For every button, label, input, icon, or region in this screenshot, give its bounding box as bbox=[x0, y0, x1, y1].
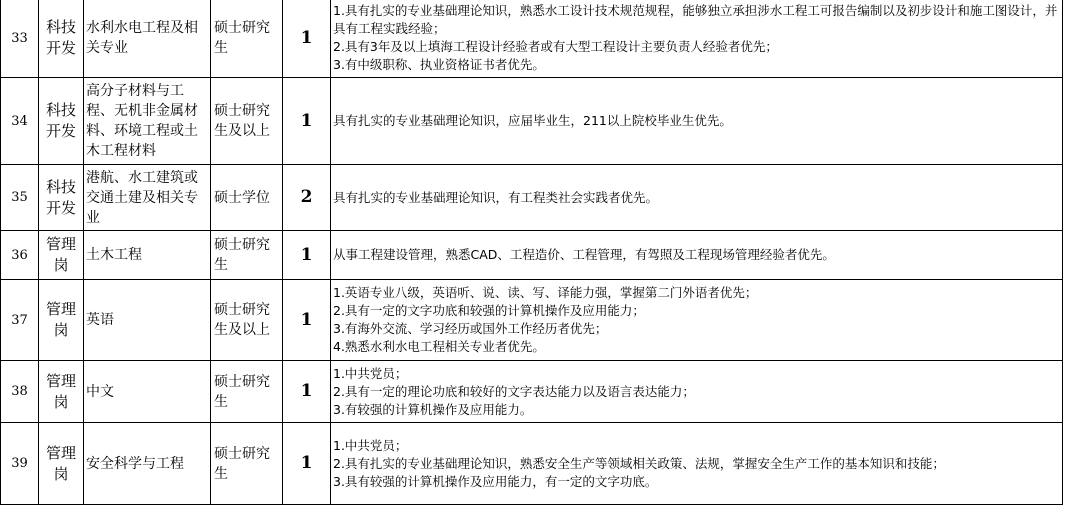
row-number: 34 bbox=[1, 78, 39, 165]
major-cell: 英语 bbox=[84, 280, 211, 361]
major-cell: 水利水电工程及相关专业 bbox=[84, 0, 211, 78]
requirement-line: 3.有中级职称、执业资格证书者优先。 bbox=[333, 57, 545, 72]
degree-cell: 硕士研究生 bbox=[211, 361, 283, 423]
department-line: 开发 bbox=[45, 198, 76, 217]
requirements-cell bbox=[331, 0, 1063, 78]
degree-cell: 硕士研究生及以上 bbox=[211, 78, 283, 165]
requirement-line: 3.有海外交流、学习经历或国外工作经历者优先； bbox=[333, 321, 608, 336]
requirement-line: 1.中共党员； bbox=[333, 437, 408, 453]
degree-cell: 硕士研究生 bbox=[211, 423, 283, 505]
department-cell bbox=[39, 0, 84, 78]
requirements-cell bbox=[331, 280, 1063, 361]
requirement-line: 从事工程建设管理，熟悉CAD、工程造价、工程管理，有驾照及工程现场管理经验者优先。 bbox=[333, 247, 835, 262]
row-number: 37 bbox=[1, 280, 39, 361]
requirement-line: 2.具有3年及以上填海工程设计经验者或有大型工程设计主要负责人经验者优先； bbox=[333, 39, 778, 54]
department-cell bbox=[39, 165, 84, 231]
degree-cell: 硕士研究生 bbox=[211, 0, 283, 78]
row-number: 36 bbox=[1, 231, 39, 280]
major-cell: 中文 bbox=[84, 361, 211, 423]
headcount-cell: 1 bbox=[283, 280, 331, 361]
requirement-line: 3.有较强的计算机操作及应用能力。 bbox=[333, 401, 533, 417]
department-line: 管理 bbox=[45, 235, 76, 253]
requirement-line: 具有扎实的专业基础理论知识，有工程类社会实践者优先。 bbox=[333, 189, 659, 205]
table-row bbox=[1, 231, 1063, 280]
requirement-line: 3.具有较强的计算机操作及应用能力，有一定的文字功底。 bbox=[333, 473, 658, 489]
requirement-line: 2.具有一定的文字功底和较强的计算机操作及应用能力； bbox=[333, 303, 645, 318]
department-line: 岗 bbox=[53, 321, 69, 339]
major-cell: 港航、水工建筑或交通土建及相关专业 bbox=[84, 165, 211, 231]
degree-cell: 硕士学位 bbox=[211, 165, 283, 231]
row-number: 39 bbox=[1, 423, 39, 505]
department-line: 管理 bbox=[45, 443, 76, 462]
headcount-cell: 2 bbox=[283, 165, 331, 231]
department-line: 岗 bbox=[53, 464, 69, 483]
table-row bbox=[1, 78, 1063, 165]
requirements-cell bbox=[331, 423, 1063, 505]
department-line: 岗 bbox=[53, 392, 69, 411]
table-row bbox=[1, 280, 1063, 361]
department-line: 科技 bbox=[45, 177, 76, 196]
headcount-cell: 1 bbox=[283, 0, 331, 78]
department-line: 管理 bbox=[45, 371, 76, 390]
table-row bbox=[1, 0, 1063, 78]
department-line: 岗 bbox=[53, 256, 69, 274]
requirements-cell bbox=[331, 165, 1063, 231]
department-cell bbox=[39, 280, 84, 361]
department-cell bbox=[39, 361, 84, 423]
requirement-line: 4.熟悉水利水电工程相关专业者优先。 bbox=[333, 339, 545, 354]
degree-cell: 硕士研究生及以上 bbox=[211, 280, 283, 361]
department-line: 管理 bbox=[45, 300, 76, 318]
headcount-cell: 1 bbox=[283, 78, 331, 165]
requirements-cell bbox=[331, 78, 1063, 165]
requirement-line: 1.中共党员； bbox=[333, 365, 408, 381]
major-cell: 安全科学与工程 bbox=[84, 423, 211, 505]
requirements-cell bbox=[331, 231, 1063, 280]
department-cell bbox=[39, 231, 84, 280]
row-number: 35 bbox=[1, 165, 39, 231]
requirement-line: 1.具有扎实的专业基础理论知识，熟悉水工设计技术规范规程，能够独立承担涉水工程工可报告编制以及初步设计和施工图设计，并具有工程实践经验； bbox=[333, 3, 1058, 36]
requirement-line: 2.具有扎实的专业基础理论知识，熟悉安全生产等领域相关政策、法规，掌握安全生产工作的基本知识和技能； bbox=[333, 455, 945, 471]
table-row bbox=[1, 165, 1063, 231]
department-cell bbox=[39, 78, 84, 165]
requirement-line: 1.英语专业八级，英语听、说、读、写、译能力强，掌握第二门外语者优先； bbox=[333, 285, 758, 300]
department-line: 科技 bbox=[45, 18, 76, 36]
department-line: 科技 bbox=[45, 101, 76, 119]
department-cell bbox=[39, 423, 84, 505]
headcount-cell: 1 bbox=[283, 231, 331, 280]
table-row bbox=[1, 423, 1063, 505]
department-line: 开发 bbox=[45, 122, 76, 140]
department-line: 开发 bbox=[45, 39, 76, 57]
degree-cell: 硕士研究生 bbox=[211, 231, 283, 280]
headcount-cell: 1 bbox=[283, 361, 331, 423]
major-cell: 土木工程 bbox=[84, 231, 211, 280]
major-cell: 高分子材料与工程、无机非金属材料、环境工程或土木工程材料 bbox=[84, 78, 211, 165]
table-row bbox=[1, 361, 1063, 423]
requirement-line: 具有扎实的专业基础理论知识，应届毕业生，211以上院校毕业生优先。 bbox=[333, 113, 732, 128]
headcount-cell: 1 bbox=[283, 423, 331, 505]
requirement-line: 2.具有一定的理论功底和较好的文字表达能力以及语言表达能力； bbox=[333, 383, 695, 399]
row-number: 33 bbox=[1, 0, 39, 78]
requirements-cell bbox=[331, 361, 1063, 423]
row-number: 38 bbox=[1, 361, 39, 423]
